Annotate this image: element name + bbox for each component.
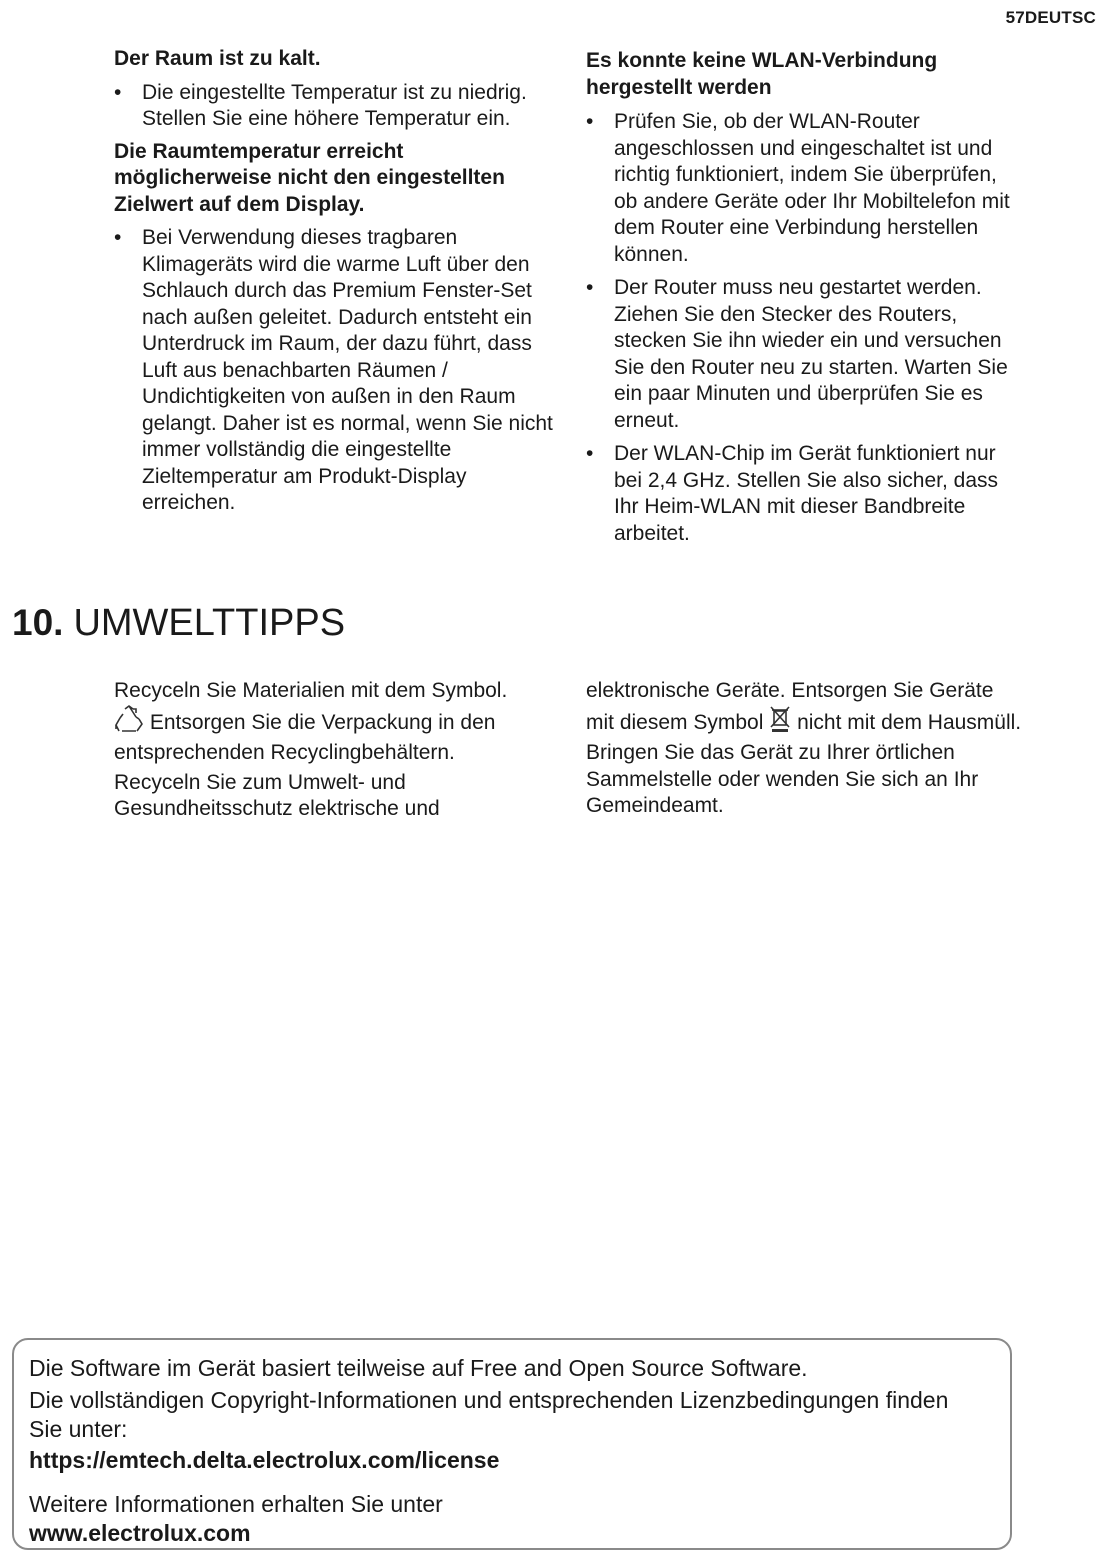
heading-wlan-connection: Es konnte keine WLAN-Verbindung hergestellt werden (586, 49, 938, 99)
environment-left-column (114, 678, 554, 823)
environment-text: elektronische Geräte. Entsorgen Sie Geräte mit diesem Symbol (586, 679, 994, 734)
list-item: • Der WLAN-Chip im Gerät funktioniert nur bei 2,4 GHz. Stellen Sie also sicher, dass Ihr Heim-WLAN mit dieser Bandbreite arbeitet. (586, 441, 1026, 547)
environment-right-column (586, 678, 1026, 820)
list-room-too-cold (114, 80, 544, 133)
license-info-box (12, 1338, 1012, 1550)
license-line-1: Die Software im Gerät basiert teilweise auf Free and Open Source Software. (29, 1355, 808, 1381)
list-item: • Der Router muss neu gestartet werden. Ziehen Sie den Stecker des Routers, stecken Sie ihn wieder ein und versuchen Sie den Router neu zu starten. Warten Sie ein paar Minuten und überprüfen Sie es erneut. (586, 275, 1026, 434)
troubleshooting-right-column (586, 48, 1026, 547)
environment-paragraph-1 (114, 678, 554, 767)
environment-text: nicht mit dem Hausmüll. Bringen Sie das Gerät zu Ihrer örtlichen Sammelstelle oder wenden Sie sich an Ihr Gemeindeamt. (586, 710, 1022, 817)
heading-target-temperature: Die Raumtemperatur erreicht möglicherweise nicht den eingestellten Zielwert auf dem Display. (114, 139, 505, 216)
license-line-2: Die vollständigen Copyright-Informationen und entsprechenden Lizenzbedingungen finden Sie unter: (29, 1387, 949, 1442)
website-link[interactable]: www.electrolux.com (29, 1520, 251, 1546)
list-item: • Bei Verwendung dieses tragbaren Klimageräts wird die warme Luft über den Schlauch durch das Premium Fenster-Set nach außen geleitet. Dadurch entsteht ein Unterdruck im Raum, der dazu führt, dass Luft aus benachbarten Räumen / Undichtigkeiten von außen in den Raum gelangt. Daher ist es normal, wenn Sie nicht immer vollständig die eingestellte Zieltemperatur am Produkt-Display erreichen. (114, 225, 554, 517)
license-url-link[interactable]: https://emtech.delta.electrolux.com/license (29, 1447, 500, 1473)
troubleshooting-left-column (114, 46, 554, 517)
environment-text: Recyceln Sie Materialien mit dem Symbol. (114, 679, 508, 702)
environment-text: Entsorgen Sie die Verpackung in den entsprechenden Recyclingbehältern. (114, 710, 496, 764)
section-number: 10. (12, 602, 64, 643)
recycle-icon (114, 705, 144, 741)
section-name: UMWELTTIPPS (73, 602, 346, 644)
list-target-temperature (114, 225, 554, 517)
heading-room-too-cold: Der Raum ist zu kalt. (114, 47, 321, 70)
more-info-text: Weitere Informationen erhalten Sie unter (29, 1491, 443, 1517)
list-wlan-connection (586, 109, 1026, 547)
environment-paragraph-2: Recyceln Sie zum Umwelt- und Gesundheitsschutz elektrische und (114, 770, 440, 820)
section-title (12, 600, 345, 646)
crossed-bin-icon (769, 705, 791, 741)
list-item: • Prüfen Sie, ob der WLAN-Router angeschlossen und eingeschaltet ist und richtig funktioniert, indem Sie überprüfen, ob andere Geräte oder Ihr Mobiltelefon mit dem Router eine Verbindung herstellen können. (586, 109, 1026, 268)
page-code: 57DEUTSC (1005, 8, 1096, 27)
list-item: • Die eingestellte Temperatur ist zu niedrig. Stellen Sie eine höhere Temperatur ein. (114, 80, 544, 133)
